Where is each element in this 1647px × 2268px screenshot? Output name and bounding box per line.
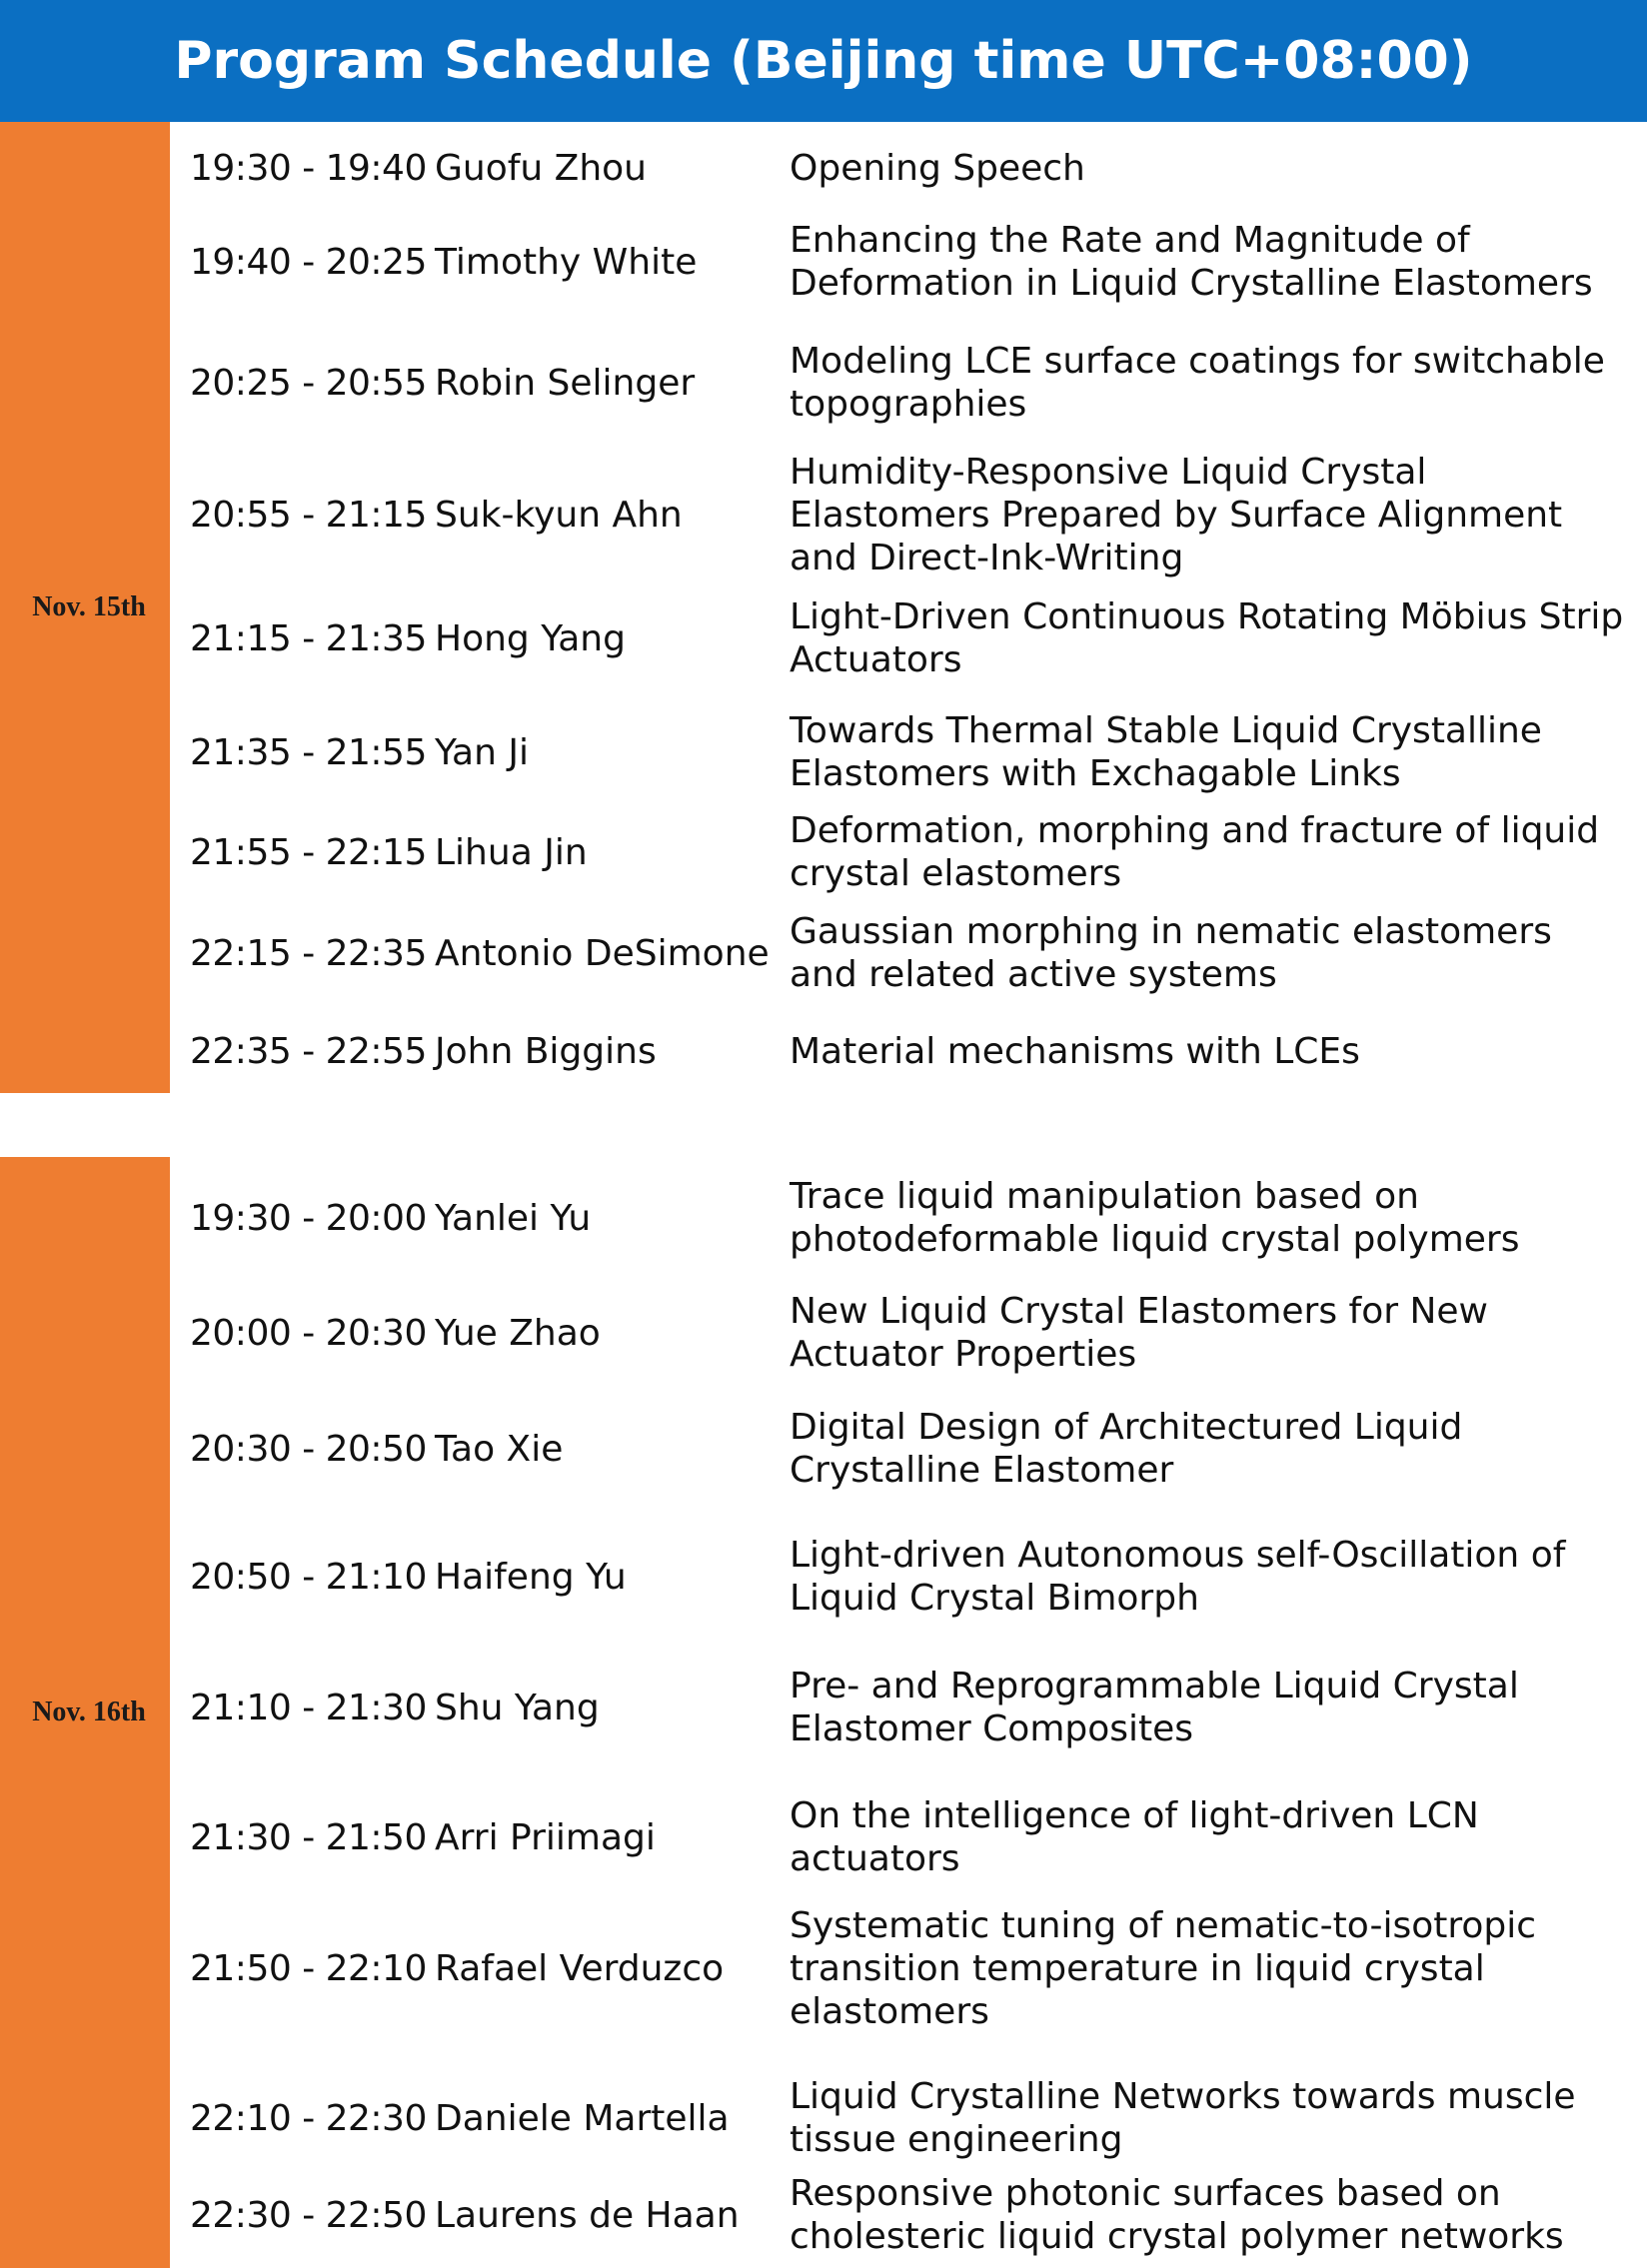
session-title: Deformation, morphing and fracture of liquid crystal elastomers [790,810,1600,894]
schedule-row [190,1174,1629,1262]
schedule-row [190,708,1629,796]
schedule-row [190,808,1629,896]
session-speaker: Haifeng Yu [435,1556,627,1598]
page-title: Program Schedule (Beijing time UTC+08:00) [174,31,1473,91]
session-time: 20:00 - 20:30 [190,1312,427,1354]
schedule-row [190,1902,1629,2034]
session-title: Opening Speech [790,147,1085,189]
session-title: Pre- and Reprogrammable Liquid Crystal Elastomer Composites [790,1666,1519,1749]
session-time: 22:30 - 22:50 [190,2194,427,2236]
session-title: Liquid Crystalline Networks towards muscle tissue engineering [790,2076,1576,2160]
session-title: Humidity-Responsive Liquid Crystal Elastomers Prepared by Surface Alignment and Direct-Ink-Writing [790,451,1563,578]
session-speaker: Suk-kyun Ahn [435,494,683,536]
day-label: Nov. 16th [32,1697,146,1727]
session-speaker: Rafael Verduzco [435,1947,725,1989]
session-speaker: Yan Ji [435,731,529,773]
session-speaker: Guofu Zhou [435,147,647,189]
session-speaker: Tao Xie [435,1428,564,1470]
schedule-row [190,1289,1629,1377]
session-time: 22:15 - 22:35 [190,932,427,974]
session-title: Light-Driven Continuous Rotating Möbius Strip Actuators [790,596,1624,680]
session-time: 20:30 - 20:50 [190,1428,427,1470]
session-time: 21:15 - 21:35 [190,617,427,659]
session-speaker: Daniele Martella [435,2097,730,2139]
schedule-row [190,449,1629,580]
session-time: 19:30 - 20:00 [190,1197,427,1239]
session-speaker: Lihua Jin [435,831,588,873]
session-speaker: Shu Yang [435,1687,600,1728]
schedule-row [190,2074,1629,2162]
session-time: 21:10 - 21:30 [190,1687,427,1728]
session-time: 20:55 - 21:15 [190,494,427,536]
schedule-row [190,339,1629,427]
session-title: Towards Thermal Stable Liquid Crystalline Elastomers with Exchagable Links [790,710,1542,794]
schedule-row [190,1793,1629,1881]
session-speaker: Robin Selinger [435,362,696,404]
schedule-row [190,143,1629,193]
schedule-row [190,218,1629,306]
session-title: Systematic tuning of nematic-to-isotropic transition temperature in liquid crystal elastomers [790,1904,1537,2032]
session-time: 19:40 - 20:25 [190,241,427,283]
session-title: Modeling LCE surface coatings for switchable topographies [790,341,1605,425]
session-title: Gaussian morphing in nematic elastomers and related active systems [790,911,1552,995]
session-time: 21:30 - 21:50 [190,1816,427,1858]
session-time: 21:35 - 21:55 [190,731,427,773]
session-time: 22:35 - 22:55 [190,1030,427,1072]
session-speaker: John Biggins [435,1030,657,1072]
session-speaker: Timothy White [435,241,698,283]
schedule-row [190,594,1629,682]
schedule-row [190,1664,1629,1751]
day-band-nov-16 [0,1157,170,2268]
session-title: Responsive photonic surfaces based on cholesteric liquid crystal polymer networks [790,2173,1564,2257]
schedule-row [190,1533,1629,1621]
day-label: Nov. 15th [32,591,146,622]
session-time: 20:50 - 21:10 [190,1556,427,1598]
schedule-row [190,2171,1629,2259]
schedule-row [190,1026,1629,1076]
session-title: Digital Design of Architectured Liquid Crystalline Elastomer [790,1407,1463,1491]
schedule-row [190,909,1629,997]
session-title: New Liquid Crystal Elastomers for New Actuator Properties [790,1291,1488,1375]
session-title: Light-driven Autonomous self-Oscillation of Liquid Crystal Bimorph [790,1535,1566,1619]
session-speaker: Yanlei Yu [435,1197,592,1239]
session-title: Material mechanisms with LCEs [790,1030,1360,1072]
session-time: 21:50 - 22:10 [190,1947,427,1989]
session-title: Enhancing the Rate and Magnitude of Deformation in Liquid Crystalline Elastomers [790,220,1593,304]
session-speaker: Yue Zhao [435,1312,601,1354]
session-title: Trace liquid manipulation based on photodeformable liquid crystal polymers [790,1176,1520,1260]
session-speaker: Antonio DeSimone [435,932,770,974]
day-band-nov-15 [0,122,170,1093]
page-header [0,0,1647,122]
session-title: On the intelligence of light-driven LCN actuators [790,1795,1479,1879]
session-time: 21:55 - 22:15 [190,831,427,873]
session-time: 19:30 - 19:40 [190,147,427,189]
session-time: 22:10 - 22:30 [190,2097,427,2139]
session-speaker: Arri Priimagi [435,1816,656,1858]
session-time: 20:25 - 20:55 [190,362,427,404]
session-speaker: Laurens de Haan [435,2194,740,2236]
schedule-row [190,1405,1629,1493]
session-speaker: Hong Yang [435,617,626,659]
